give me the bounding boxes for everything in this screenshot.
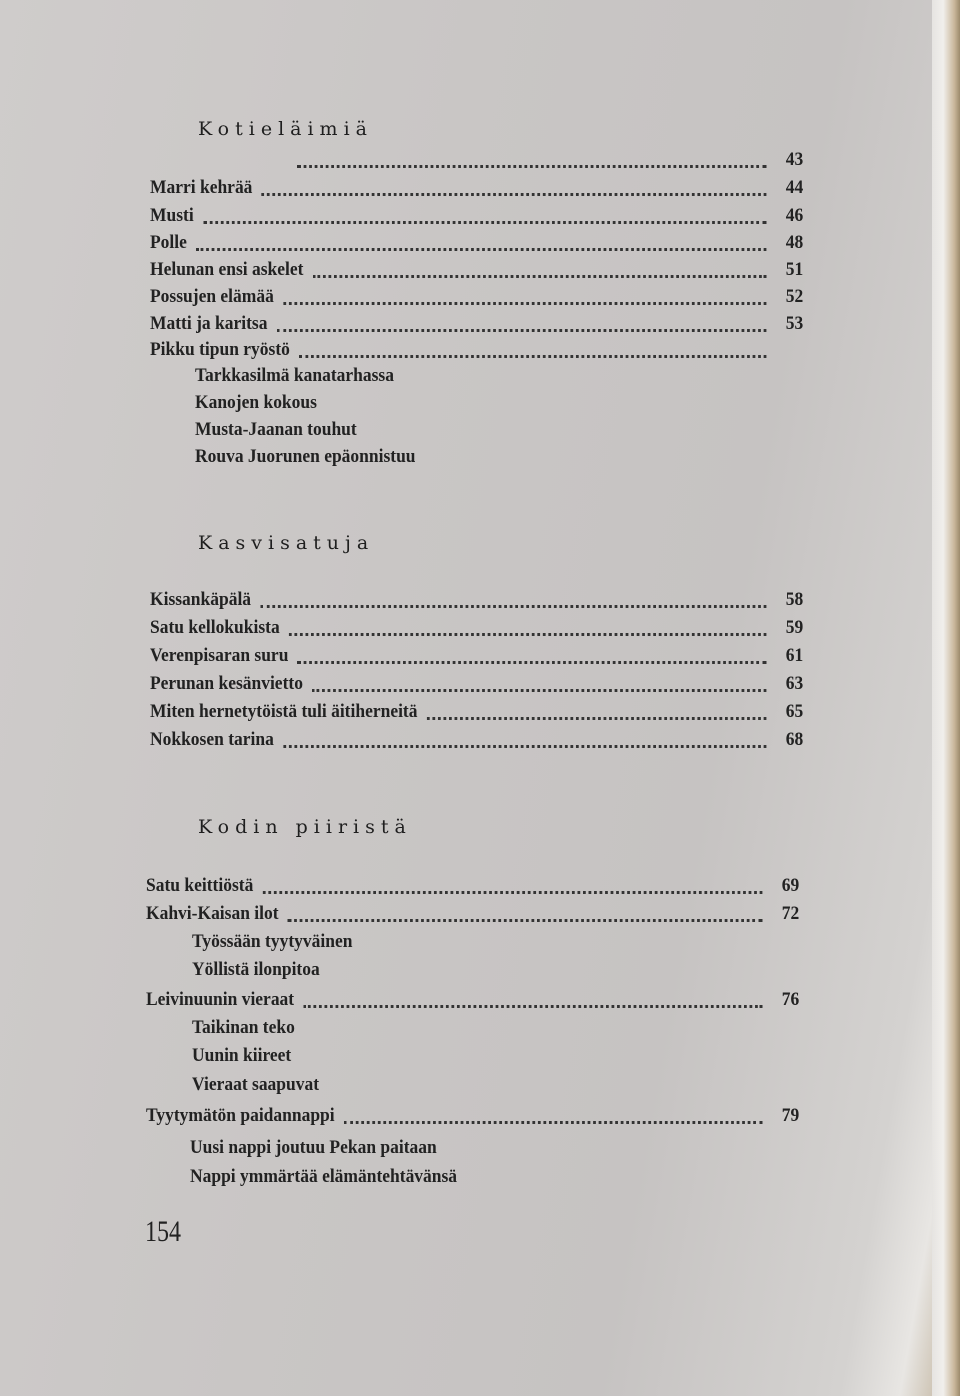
toc-subentry[interactable]: Yöllistä ilonpitoa [192, 959, 320, 980]
toc-entry[interactable] [150, 614, 803, 642]
toc-entry[interactable] [150, 283, 803, 311]
toc-entry[interactable] [150, 229, 803, 257]
dot-leader [313, 275, 767, 278]
entry-title: Possujen elämää [150, 286, 274, 307]
page-number: 154 [145, 1215, 181, 1248]
dot-leader [283, 302, 766, 305]
dot-leader [289, 633, 766, 636]
toc-subentry[interactable]: Vieraat saapuvat [192, 1074, 320, 1095]
dot-leader [203, 221, 767, 224]
entry-title: Nokkosen tarina [150, 729, 274, 750]
page-ref: 65 [785, 701, 804, 722]
toc-entry[interactable] [146, 900, 799, 928]
page-ref: 63 [785, 673, 804, 694]
toc-entry[interactable] [150, 174, 803, 202]
toc-entry[interactable] [150, 698, 803, 726]
toc-subentry[interactable]: Uusi nappi joutuu Pekan paitaan [190, 1137, 437, 1158]
toc-subentry[interactable]: Rouva Juorunen epäonnistuu [195, 446, 416, 467]
entry-title: Satu kellokukista [150, 617, 280, 638]
toc-entry[interactable] [150, 586, 803, 614]
toc-leader-line [150, 146, 803, 174]
section-heading-kotielaimia: Kotieläimiä [198, 118, 373, 140]
page-ref: 51 [785, 259, 804, 280]
page-ref: 69 [781, 875, 800, 896]
entry-title: Kissankäpälä [150, 589, 252, 610]
entry-title: Helunan ensi askelet [150, 259, 304, 280]
toc-entry[interactable] [150, 336, 803, 364]
page-ref: 61 [785, 645, 804, 666]
toc-subentry[interactable]: Tarkkasilmä kanatarhassa [195, 365, 394, 386]
toc-entry[interactable] [150, 642, 803, 670]
toc-entry[interactable] [150, 310, 803, 338]
toc-subentry[interactable]: Taikinan teko [192, 1017, 295, 1038]
dot-leader [283, 745, 766, 748]
page-ref: 43 [785, 149, 804, 170]
entry-title: Satu keittiöstä [146, 875, 254, 896]
toc-entry[interactable] [150, 670, 803, 698]
toc-entry[interactable] [146, 1102, 799, 1130]
entry-title: Polle [150, 232, 187, 253]
toc-entry[interactable] [150, 726, 803, 754]
dot-leader [312, 689, 766, 692]
section-heading-kasvisatuja: Kasvisatuja [198, 532, 375, 554]
entry-title: Tyytymätön paidannappi [146, 1105, 335, 1126]
dot-leader [298, 661, 767, 664]
page-ref: 68 [785, 729, 804, 750]
entry-title: Marri kehrää [150, 177, 253, 198]
page-ref: 53 [785, 313, 804, 334]
toc-subentry[interactable]: Työssään tyytyväinen [192, 931, 353, 952]
dot-leader [344, 1121, 763, 1124]
toc-subentry[interactable]: Uunin kiireet [192, 1045, 292, 1066]
entry-title: Miten hernetytöistä tuli äitiherneitä [150, 701, 418, 722]
page-ref: 58 [785, 589, 804, 610]
dot-leader [277, 329, 767, 332]
dot-leader [297, 165, 766, 168]
entry-title: Pikku tipun ryöstö [150, 339, 290, 360]
dot-leader [263, 891, 763, 894]
dot-leader [288, 919, 763, 922]
page-ref: 48 [785, 232, 804, 253]
page-ref: 44 [785, 177, 804, 198]
entry-title: Musti [150, 205, 194, 226]
page-ref: 52 [785, 286, 804, 307]
dot-leader [299, 355, 766, 358]
toc-subentry[interactable]: Nappi ymmärtää elämäntehtävänsä [190, 1166, 458, 1187]
entry-title: Perunan kesänvietto [150, 673, 303, 694]
dot-leader [303, 1005, 762, 1008]
entry-title: Matti ja karitsa [150, 313, 268, 334]
toc-entry[interactable] [150, 202, 803, 230]
section-heading-kodin-piirista: Kodin piiristä [198, 816, 412, 838]
dot-leader [260, 605, 766, 608]
toc-subentry[interactable]: Kanojen kokous [195, 392, 317, 413]
dot-leader [427, 717, 767, 720]
entry-title: Kahvi-Kaisan ilot [146, 903, 279, 924]
toc-entry[interactable] [150, 256, 803, 284]
toc-subentry[interactable]: Musta-Jaanan touhut [195, 419, 357, 440]
dot-leader [262, 193, 767, 196]
page-ref: 76 [781, 989, 800, 1010]
entry-title: Leivinuunin vieraat [146, 989, 295, 1010]
dot-leader [196, 248, 766, 251]
toc-entry[interactable] [146, 986, 799, 1014]
page-ref: 59 [785, 617, 804, 638]
toc-entry[interactable] [146, 872, 799, 900]
page-ref: 79 [781, 1105, 800, 1126]
page-ref: 72 [781, 903, 800, 924]
page-ref: 46 [785, 205, 804, 226]
entry-title: Verenpisaran suru [150, 645, 289, 666]
